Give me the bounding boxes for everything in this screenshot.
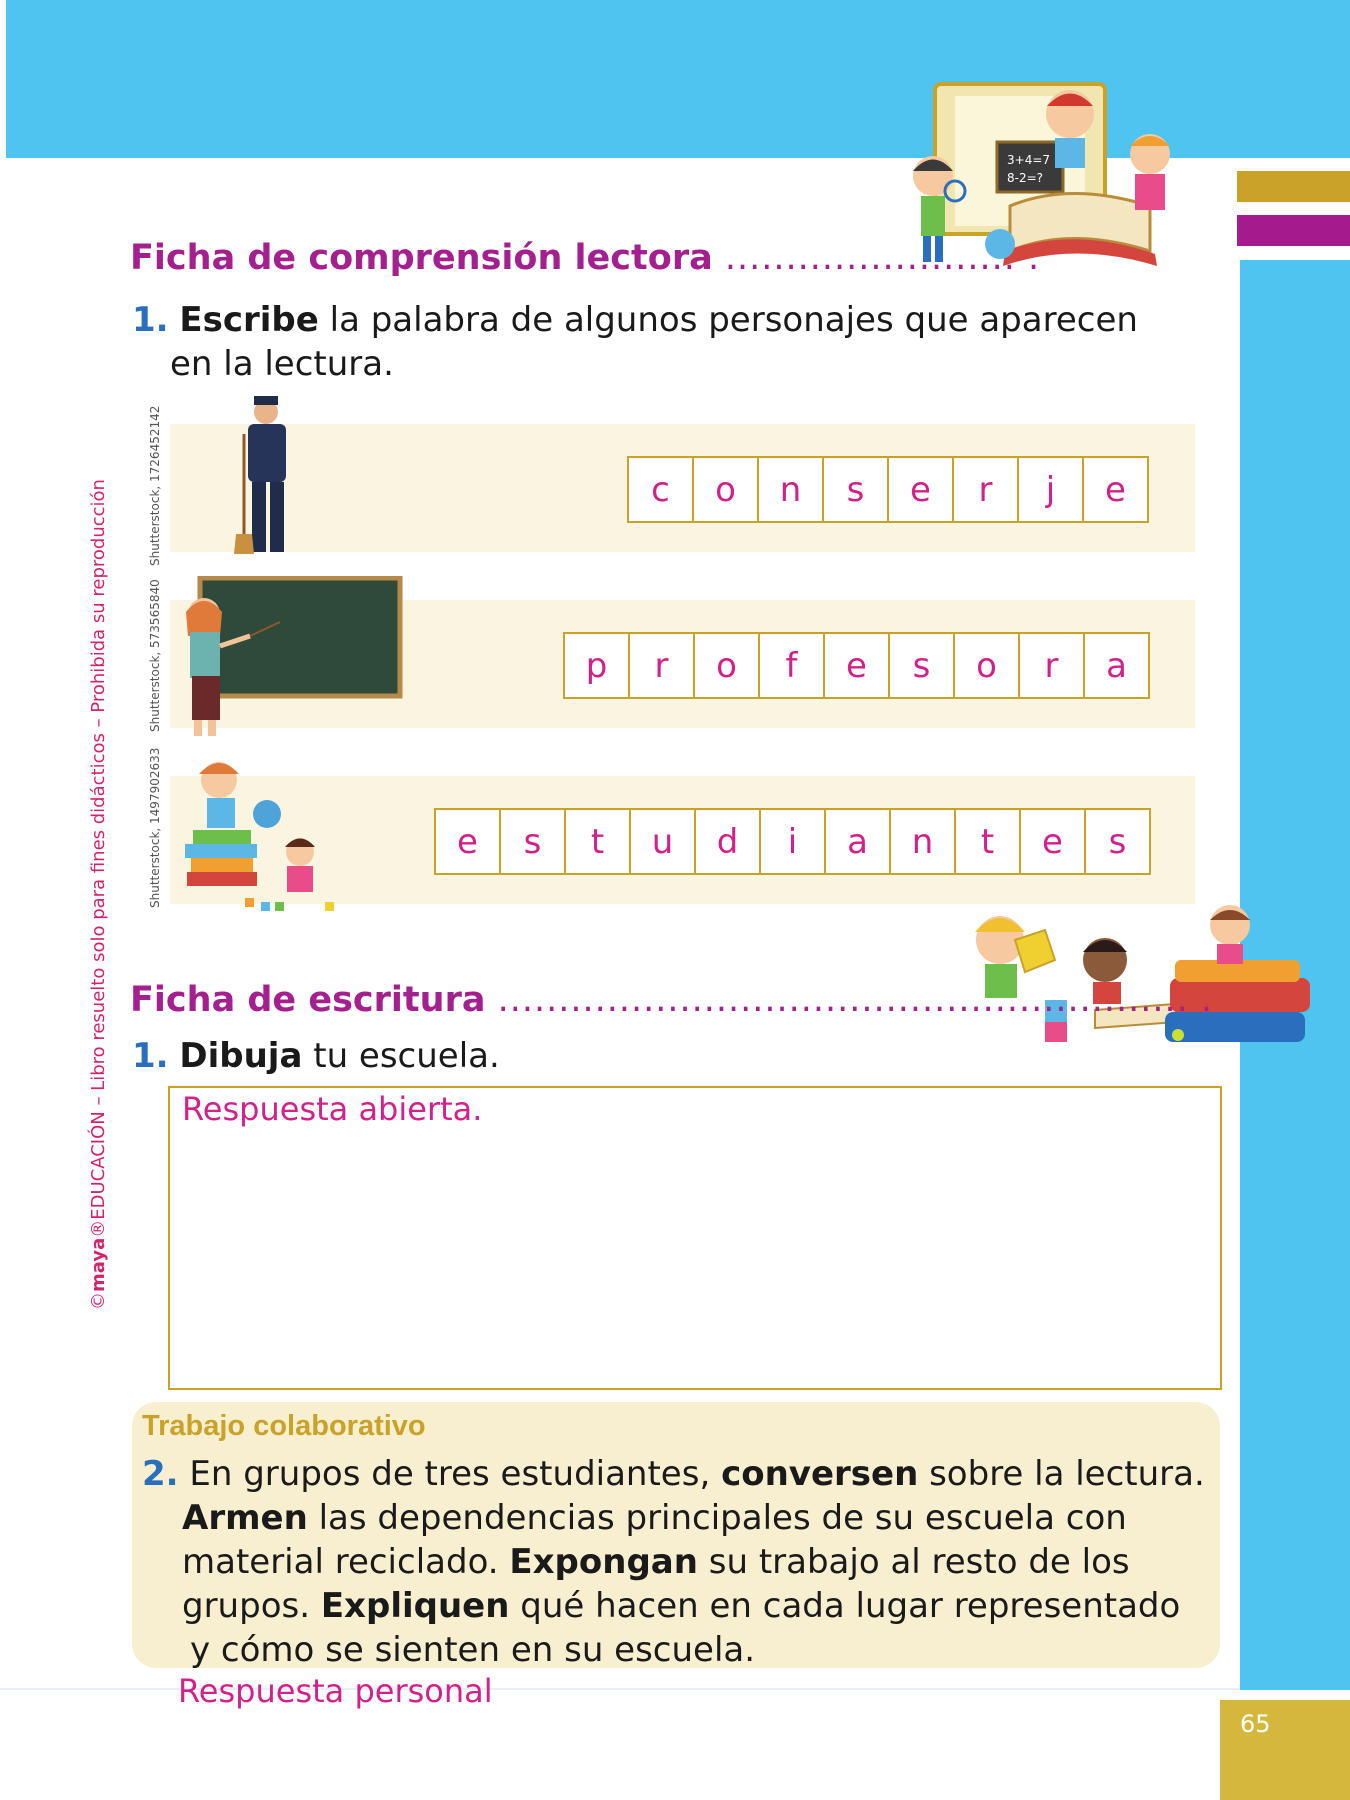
drawing-area[interactable] <box>168 1086 1222 1390</box>
collaborative-work-title: Trabajo colaborativo <box>142 1410 426 1442</box>
letter-cell: o <box>692 456 759 523</box>
letter-cell: f <box>758 632 825 699</box>
letter-cell: s <box>1084 808 1151 875</box>
letter-cell: p <box>563 632 630 699</box>
letter-cell: r <box>952 456 1019 523</box>
letter-cell: e <box>887 456 954 523</box>
stock-credit-1: Shutterstock, 1726452142 <box>148 405 162 566</box>
kids-with-books-illustration <box>965 900 1325 1050</box>
word-estudiantes <box>436 808 1151 875</box>
stock-credit-3: Shutterstock, 1497902633 <box>148 747 162 908</box>
magenta-tab <box>1237 215 1350 246</box>
letter-cell: i <box>759 808 826 875</box>
stock-credit-2: Shutterstock, 573565840 <box>148 579 162 732</box>
teacher-illustration <box>180 576 405 738</box>
brand-logo-text: maya <box>88 1237 109 1292</box>
letter-cell: e <box>1019 808 1086 875</box>
letter-cell: a <box>1083 632 1150 699</box>
letter-cell: a <box>824 808 891 875</box>
janitor-illustration <box>230 394 310 558</box>
reading-instruction: 1. Escribe la palabra de algunos personajes que aparecen en la lectura. <box>132 300 1138 384</box>
letter-cell: j <box>1017 456 1084 523</box>
letter-cell: o <box>953 632 1020 699</box>
letter-cell: s <box>888 632 955 699</box>
students-illustration <box>175 752 345 917</box>
copyright-credit: ©maya®EDUCACIÓN – Libro resuelto solo para fines didácticos – Prohibida su reproducción <box>88 479 109 1310</box>
letter-cell: s <box>822 456 889 523</box>
letter-cell: c <box>627 456 694 523</box>
letter-cell: e <box>823 632 890 699</box>
letter-cell: u <box>629 808 696 875</box>
reading-section-title: Ficha de comprensión lectora ........................ . <box>130 238 1041 278</box>
letter-cell: t <box>564 808 631 875</box>
writing-instruction: 1. Dibuja tu escuela. <box>132 1036 500 1076</box>
letter-cell: r <box>628 632 695 699</box>
word-conserje <box>629 456 1149 523</box>
letter-cell: e <box>434 808 501 875</box>
collaborative-work-instruction: 2. En grupos de tres estudiantes, conversen sobre la lectura. Armen las dependencias principales de su escuela con material reciclado. Expongan su trabajo al resto de los grupos. Expliquen qué hacen en cada lugar representado y cómo se sienten en su escuela. <box>142 1454 1205 1670</box>
letter-cell: t <box>954 808 1021 875</box>
svg-text:3+4=7: 3+4=7 <box>1007 153 1051 167</box>
page-number: 65 <box>1240 1710 1271 1738</box>
personal-answer-text: Respuesta personal <box>178 1672 493 1710</box>
word-profesora <box>565 632 1150 699</box>
letter-cell: e <box>1082 456 1149 523</box>
letter-cell: o <box>693 632 760 699</box>
letter-cell: s <box>499 808 566 875</box>
letter-cell: n <box>889 808 956 875</box>
gold-tab <box>1237 171 1350 202</box>
svg-text:8-2=?: 8-2=? <box>1007 171 1044 185</box>
open-answer-text: Respuesta abierta. <box>182 1090 483 1128</box>
writing-section-title: Ficha de escritura ......................................................... . <box>130 980 1214 1020</box>
letter-cell: d <box>694 808 761 875</box>
letter-cell: n <box>757 456 824 523</box>
letter-cell: r <box>1018 632 1085 699</box>
